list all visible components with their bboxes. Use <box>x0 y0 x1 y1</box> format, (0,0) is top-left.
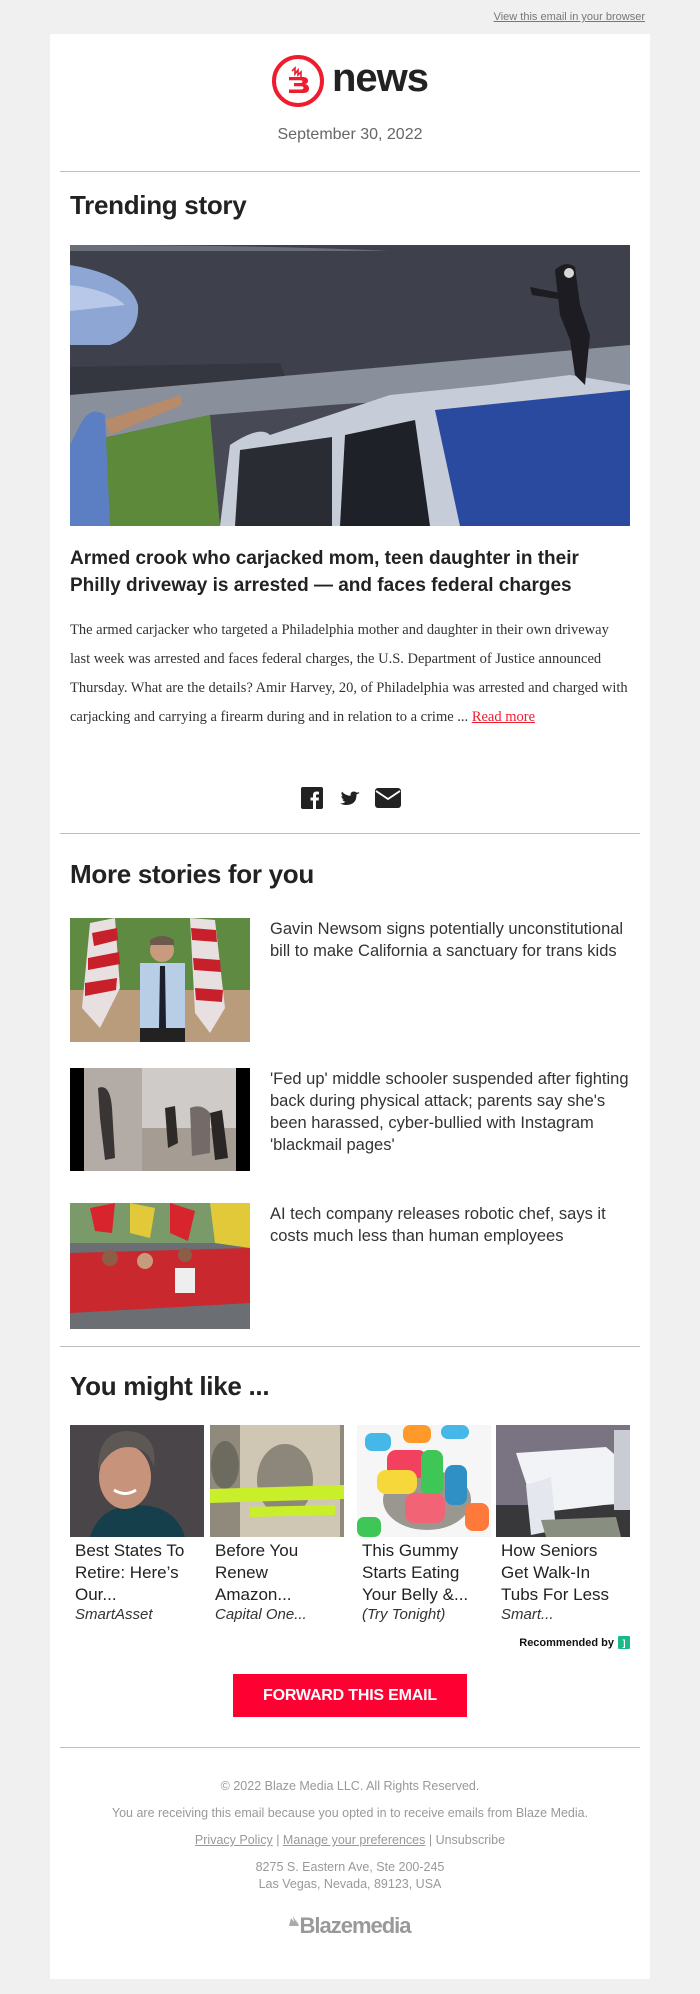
sponsored-title[interactable]: This Gummy Starts Eating Your Belly &... <box>362 1541 469 1604</box>
sponsored-source: SmartAsset <box>75 1606 153 1623</box>
sponsored-title[interactable]: How Seniors Get Walk-In Tubs For Less <box>501 1541 610 1604</box>
protest-photo <box>70 1203 250 1329</box>
divider <box>60 833 640 834</box>
story-title-link[interactable]: Gavin Newsom signs potentially unconstitutional bill to make California a sanctuary for trans kids <box>270 920 624 960</box>
sponsored-source: (Try Tonight) <box>362 1606 446 1623</box>
gummy-bears-photo <box>357 1425 491 1537</box>
sponsored-source: Smart... <box>501 1606 554 1623</box>
school-fight-photo <box>70 1068 250 1171</box>
logo-wordmark: news <box>331 56 429 100</box>
flame-icon <box>289 1916 299 1936</box>
recommended-by-label: Recommended by <box>519 1636 614 1649</box>
sponsored-item[interactable] <box>357 1425 491 1624</box>
newsom-photo <box>70 918 250 1042</box>
blaze-media-wordmark: Blazemedia <box>299 1913 411 1938</box>
story-item[interactable] <box>70 1203 630 1327</box>
link-separator: | <box>272 1833 283 1847</box>
story-item[interactable] <box>70 918 630 1042</box>
divider <box>60 171 640 172</box>
unsubscribe-link[interactable]: Unsubscribe <box>435 1833 506 1847</box>
masthead-logo[interactable] <box>50 55 650 107</box>
story-thumbnail[interactable] <box>70 1068 250 1171</box>
cash-bundle-photo <box>210 1425 344 1537</box>
story-title-link[interactable]: 'Fed up' middle schooler suspended after fighting back during physical attack; parents say she's been harassed, cyber-bullied with Instagram 'blackmail pages' <box>270 1070 629 1154</box>
forward-email-button[interactable]: FORWARD THIS EMAIL <box>233 1674 467 1717</box>
sponsored-item[interactable] <box>496 1425 630 1624</box>
address-line-1: 8275 S. Eastern Ave, Ste 200-245 <box>255 1860 445 1874</box>
email-card <box>50 34 650 1979</box>
sponsored-image[interactable] <box>496 1425 630 1537</box>
email-icon[interactable] <box>375 786 401 810</box>
recommended-by-taboola[interactable] <box>519 1636 630 1649</box>
address-line-2: Las Vegas, Nevada, 89123, USA <box>258 1877 442 1891</box>
link-separator: | <box>425 1833 436 1847</box>
twitter-icon[interactable] <box>337 786 363 810</box>
footer-links <box>50 1833 650 1847</box>
trending-headline-link[interactable]: Armed crook who carjacked mom, teen daughter in their Philly driveway is arrested — and faces federal charges <box>70 548 579 596</box>
story-item[interactable] <box>70 1068 630 1192</box>
trending-section-title: Trending story <box>70 190 247 220</box>
excerpt-text: The armed carjacker who targeted a Philadelphia mother and daughter in their own driveway last week was arrested and faces federal charges, the U.S. Department of Justice announced Thursday. What are the details? Amir Harvey, 20, of Philadelphia was arrested and charged with carjacking and carrying a firearm during and in relation to a crime ... <box>70 622 628 725</box>
sponsored-image[interactable] <box>357 1425 491 1537</box>
taboola-icon: ] <box>618 1636 630 1649</box>
privacy-policy-link[interactable]: Privacy Policy <box>194 1833 273 1847</box>
walk-in-tub-photo <box>496 1425 630 1537</box>
story-thumbnail[interactable] <box>70 918 250 1042</box>
more-stories-section-title: More stories for you <box>70 859 314 889</box>
sponsored-grid <box>70 1425 630 1635</box>
view-in-browser-link[interactable]: View this email in your browser <box>493 11 645 23</box>
share-bar <box>50 786 650 810</box>
blaze-b-flame-icon <box>272 55 324 107</box>
sponsored-image[interactable] <box>210 1425 344 1537</box>
divider <box>60 1346 640 1347</box>
issue-date: September 30, 2022 <box>277 126 423 143</box>
opt-in-notice: You are receiving this email because you opted in to receive emails from Blaze Media. <box>111 1806 589 1820</box>
manage-preferences-link[interactable]: Manage your preferences <box>282 1833 426 1847</box>
story-title-link[interactable]: AI tech company releases robotic chef, says it costs much less than human employees <box>270 1205 606 1245</box>
trending-story-image[interactable] <box>70 245 630 526</box>
you-might-like-section-title: You might like ... <box>70 1371 270 1401</box>
copyright-text: © 2022 Blaze Media LLC. All Rights Reserved. <box>220 1779 480 1793</box>
sponsored-title[interactable]: Best States To Retire: Here’s Our... <box>75 1541 185 1604</box>
sponsored-source: Capital One... <box>215 1606 307 1623</box>
facebook-icon[interactable] <box>299 786 325 810</box>
carjacking-photo <box>70 245 630 526</box>
blaze-media-logo[interactable] <box>50 1913 650 1939</box>
sponsored-title[interactable]: Before You Renew Amazon... <box>215 1541 299 1604</box>
divider <box>60 1747 640 1748</box>
trending-excerpt <box>70 616 630 732</box>
sponsored-item[interactable] <box>70 1425 204 1624</box>
read-more-link[interactable]: Read more <box>471 709 536 725</box>
woman-portrait-photo <box>70 1425 204 1537</box>
story-thumbnail[interactable] <box>70 1203 250 1329</box>
sponsored-item[interactable] <box>210 1425 344 1624</box>
sponsored-image[interactable] <box>70 1425 204 1537</box>
